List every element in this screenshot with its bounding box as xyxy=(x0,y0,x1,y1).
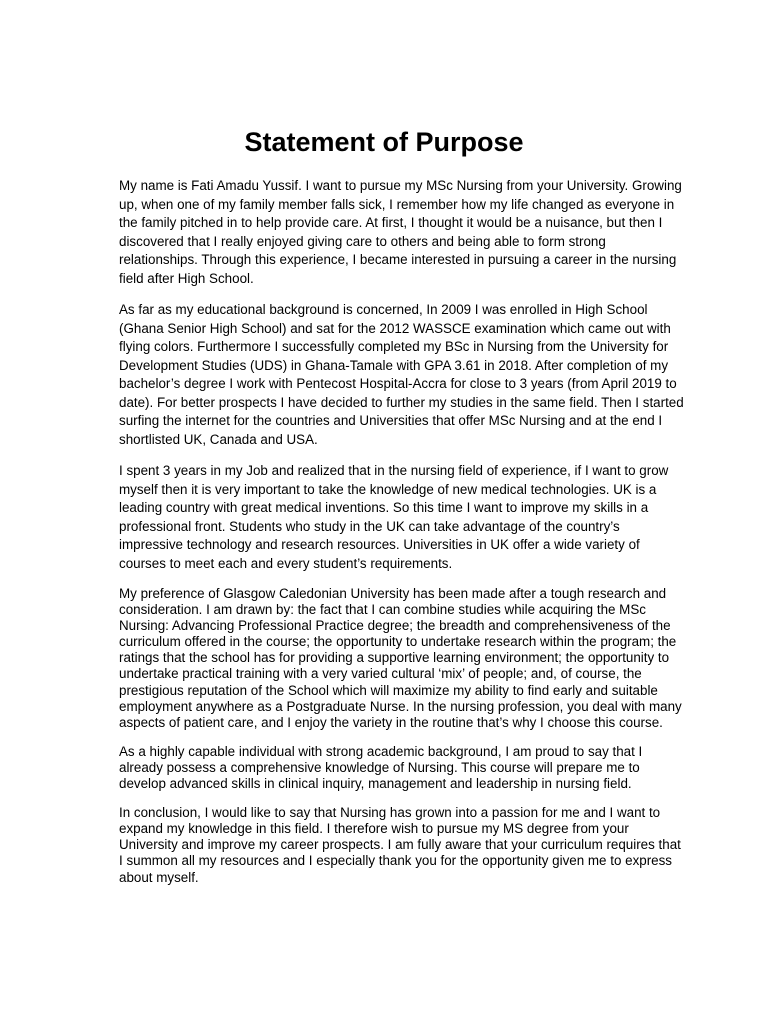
paragraph-conclusion: In conclusion, I would like to say that Nursing has grown into a passion for me and I want to expand my knowledge in this field. I therefore wish to pursue my MS degree from your University and improve my career prospects. I am fully aware that your curriculum requires that I summon all my resources and I especially thank you for the opportunity given me to express about myself. xyxy=(119,805,681,885)
page-title: Statement of Purpose xyxy=(244,127,524,157)
paragraph-capability: As a highly capable individual with strong academic background, I am proud to say that I already possess a comprehensive knowledge of Nursing. This course will prepare me to develop advanced skills in clinical inquiry, management and leadership in nursing field. xyxy=(119,743,643,792)
paragraph-education: As far as my educational background is concerned, In 2009 I was enrolled in High School (Ghana Senior High School) and sat for the 2012 WASSCE examination which came out with flying colors. Furthermore I successfully completed my BSc in Nursing from the University for Development Studies (UDS) in Ghana-Tamale with GPA 3.61 in 2018. After completion of my bachelor’s degree I work with Pentecost Hospital-Accra for close to 3 years (from April 2019 to date). For better prospects I have decided to further my studies in the same field. Then I started surfing the internet for the countries and Universities that offer MSc Nursing and at the end I shortlisted UK, Canada and USA. xyxy=(119,302,684,447)
paragraph-university-choice: My preference of Glasgow Caledonian University has been made after a tough research and consideration. I am drawn by: the fact that I can combine studies while acquiring the MSc Nursing: Advancing Professional Practice degree; the breadth and comprehensiveness of the curriculum offered in the course; the opportunity to undertake research within the program; the ratings that the school has for providing a supportive learning environment; the opportunity to undertake practical training with a very varied cultural ‘mix’ of people; and, of course, the prestigious reputation of the School which will maximize my ability to find early and suitable employment anywhere as a Postgraduate Nurse. In the nursing profession, you deal with many aspects of patient care, and I enjoy the variety in the routine that’s why I choose this course. xyxy=(119,586,682,730)
paragraph-introduction: My name is Fati Amadu Yussif. I want to pursue my MSc Nursing from your University. Growing up, when one of my family member falls sick, I remember how my life changed as everyone in the family pitched in to help provide care. At first, I thought it would be a nuisance, but then I discovered that I really enjoyed giving care to others and being able to form strong relationships. Through this experience, I became interested in pursuing a career in the nursing field after High School. xyxy=(119,178,682,286)
document-body xyxy=(119,177,687,899)
paragraph-experience: I spent 3 years in my Job and realized that in the nursing field of experience, if I want to grow myself then it is very important to take the knowledge of new medical technologies. UK is a leading country with great medical inventions. So this time I want to improve my skills in a professional front. Students who study in the UK can take advantage of the country’s impressive technology and research resources. Universities in UK offer a wide variety of courses to meet each and every student’s requirements. xyxy=(119,463,669,571)
